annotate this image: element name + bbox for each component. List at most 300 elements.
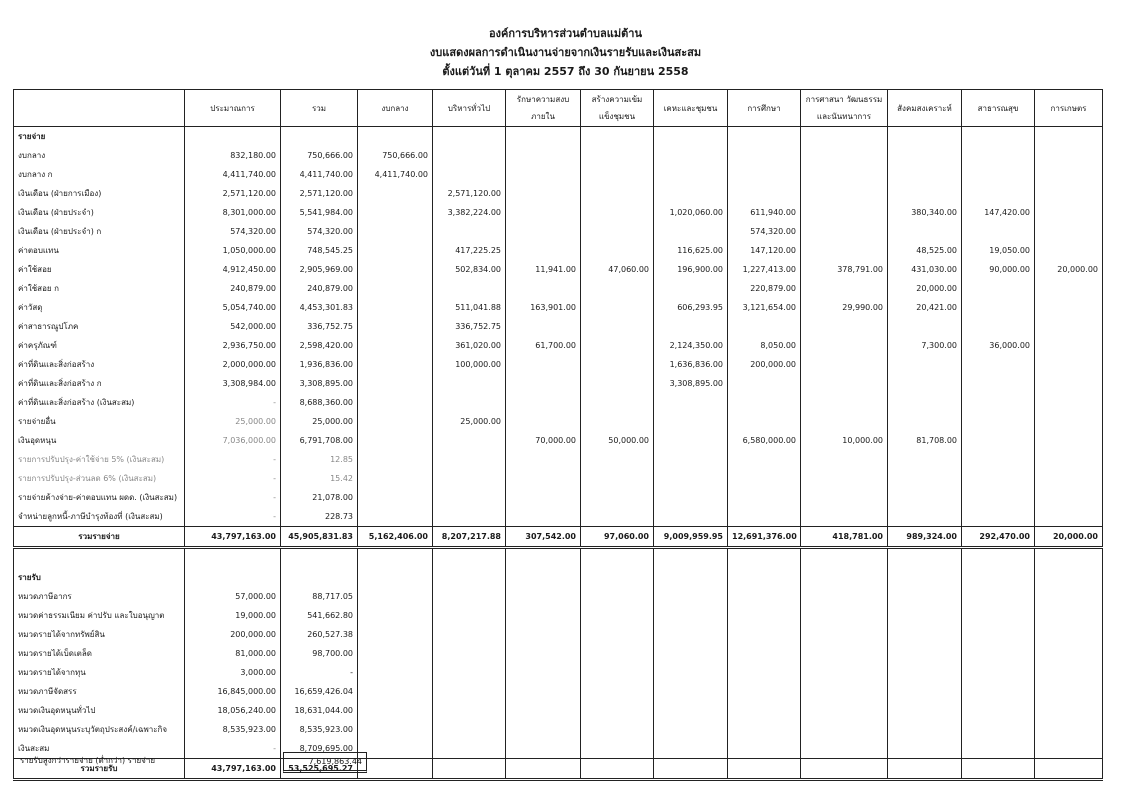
table-header-row bbox=[14, 90, 1103, 127]
table-cell: 70,000.00 bbox=[506, 431, 581, 450]
table-cell bbox=[1035, 450, 1103, 469]
row-label: งบกลาง ก bbox=[14, 165, 185, 184]
table-cell bbox=[728, 146, 801, 165]
table-cell bbox=[962, 682, 1035, 701]
row-label: ค่าสาธารณูปโภค bbox=[14, 317, 185, 336]
table-cell bbox=[433, 663, 506, 682]
table-cell: 307,542.00 bbox=[506, 527, 581, 548]
table-cell bbox=[654, 759, 728, 780]
table-cell bbox=[962, 587, 1035, 606]
table-cell: 574,320.00 bbox=[728, 222, 801, 241]
table-cell bbox=[654, 222, 728, 241]
table-cell bbox=[1035, 644, 1103, 663]
table-cell bbox=[506, 739, 581, 759]
table-cell bbox=[888, 507, 962, 527]
table-cell: 378,791.00 bbox=[801, 260, 888, 279]
table-cell: 147,120.00 bbox=[728, 241, 801, 260]
table-cell bbox=[358, 431, 433, 450]
table-cell bbox=[506, 450, 581, 469]
table-cell bbox=[801, 393, 888, 412]
table-cell bbox=[654, 682, 728, 701]
table-cell bbox=[728, 127, 801, 147]
table-cell bbox=[1035, 587, 1103, 606]
row-label: รายจ่ายค้างจ่าย-ค่าตอบแทน ผดด. (เงินสะสม) bbox=[14, 488, 185, 507]
row-label: รายจ่าย bbox=[14, 127, 185, 147]
table-cell bbox=[801, 469, 888, 488]
table-cell bbox=[654, 739, 728, 759]
table-cell: 57,000.00 bbox=[185, 587, 281, 606]
table-cell bbox=[581, 507, 654, 527]
table-cell bbox=[506, 241, 581, 260]
table-cell: 6,791,708.00 bbox=[281, 431, 358, 450]
table-row bbox=[14, 336, 1103, 355]
table-cell bbox=[581, 701, 654, 720]
table-cell bbox=[506, 412, 581, 431]
column-header: รักษาความสงบภายใน bbox=[506, 90, 581, 127]
table-cell: 511,041.88 bbox=[433, 298, 506, 317]
table-cell bbox=[888, 127, 962, 147]
table-cell bbox=[962, 412, 1035, 431]
table-cell: 36,000.00 bbox=[962, 336, 1035, 355]
table-cell bbox=[654, 127, 728, 147]
table-cell: 16,845,000.00 bbox=[185, 682, 281, 701]
table-cell: 574,320.00 bbox=[281, 222, 358, 241]
table-cell bbox=[728, 739, 801, 759]
table-cell bbox=[506, 625, 581, 644]
table-cell: - bbox=[281, 663, 358, 682]
table-cell bbox=[581, 568, 654, 587]
table-cell bbox=[506, 568, 581, 587]
table-cell: - bbox=[185, 488, 281, 507]
table-cell bbox=[962, 450, 1035, 469]
table-cell bbox=[888, 720, 962, 739]
table-cell bbox=[801, 701, 888, 720]
table-cell bbox=[506, 393, 581, 412]
table-cell bbox=[801, 644, 888, 663]
table-cell bbox=[358, 587, 433, 606]
table-row bbox=[14, 184, 1103, 203]
table-cell: 18,056,240.00 bbox=[185, 701, 281, 720]
table-cell bbox=[962, 165, 1035, 184]
table-cell bbox=[728, 469, 801, 488]
table-cell bbox=[1035, 336, 1103, 355]
table-cell bbox=[433, 469, 506, 488]
table-cell bbox=[1035, 682, 1103, 701]
table-cell: 20,000.00 bbox=[888, 279, 962, 298]
table-cell bbox=[358, 663, 433, 682]
table-cell bbox=[581, 682, 654, 701]
table-cell bbox=[281, 548, 358, 569]
table-cell bbox=[888, 568, 962, 587]
table-cell bbox=[888, 606, 962, 625]
column-header: เคหะและชุมชน bbox=[654, 90, 728, 127]
row-label: ค่าตอบแทน bbox=[14, 241, 185, 260]
table-cell bbox=[654, 663, 728, 682]
table-cell bbox=[506, 606, 581, 625]
table-cell: 748,545.25 bbox=[281, 241, 358, 260]
table-cell bbox=[581, 165, 654, 184]
table-cell bbox=[962, 507, 1035, 527]
table-cell bbox=[728, 450, 801, 469]
table-cell bbox=[358, 241, 433, 260]
table-cell bbox=[433, 625, 506, 644]
table-cell bbox=[358, 488, 433, 507]
table-cell bbox=[801, 720, 888, 739]
table-row bbox=[14, 165, 1103, 184]
table-cell bbox=[888, 450, 962, 469]
row-label: รวมรายรับ bbox=[14, 759, 185, 780]
table-cell bbox=[728, 701, 801, 720]
table-cell bbox=[581, 222, 654, 241]
table-cell bbox=[1035, 701, 1103, 720]
table-cell bbox=[581, 625, 654, 644]
table-row bbox=[14, 507, 1103, 527]
table-row bbox=[14, 279, 1103, 298]
table-cell bbox=[433, 507, 506, 527]
row-label: ค่าใช้สอย ก bbox=[14, 279, 185, 298]
table-cell: 196,900.00 bbox=[654, 260, 728, 279]
table-cell: 20,000.00 bbox=[1035, 527, 1103, 548]
table-cell bbox=[358, 644, 433, 663]
table-cell bbox=[1035, 759, 1103, 780]
table-cell: 542,000.00 bbox=[185, 317, 281, 336]
table-cell: 8,301,000.00 bbox=[185, 203, 281, 222]
table-cell: 6,580,000.00 bbox=[728, 431, 801, 450]
row-label: หมวดภาษีอากร bbox=[14, 587, 185, 606]
section-header-row bbox=[14, 568, 1103, 587]
table-cell bbox=[1035, 507, 1103, 527]
table-cell bbox=[801, 587, 888, 606]
table-cell: 1,020,060.00 bbox=[654, 203, 728, 222]
row-label: หมวดเงินอุดหนุนทั่วไป bbox=[14, 701, 185, 720]
table-cell bbox=[433, 279, 506, 298]
table-cell bbox=[1035, 548, 1103, 569]
table-row bbox=[14, 431, 1103, 450]
table-cell bbox=[654, 469, 728, 488]
table-cell bbox=[801, 663, 888, 682]
table-cell: 574,320.00 bbox=[185, 222, 281, 241]
table-cell bbox=[433, 393, 506, 412]
table-cell: 750,666.00 bbox=[281, 146, 358, 165]
row-label: หมวดเงินอุดหนุนระบุวัตถุประสงค์/เฉพาะกิจ bbox=[14, 720, 185, 739]
table-cell bbox=[654, 146, 728, 165]
table-cell bbox=[888, 701, 962, 720]
table-cell bbox=[888, 184, 962, 203]
table-cell: 200,000.00 bbox=[728, 355, 801, 374]
table-cell: 7,036,000.00 bbox=[185, 431, 281, 450]
table-cell bbox=[433, 644, 506, 663]
table-cell: - bbox=[185, 739, 281, 759]
table-cell bbox=[581, 298, 654, 317]
table-cell bbox=[728, 644, 801, 663]
table-cell bbox=[801, 317, 888, 336]
table-cell bbox=[1035, 393, 1103, 412]
table-cell: 61,700.00 bbox=[506, 336, 581, 355]
table-cell bbox=[654, 606, 728, 625]
table-cell bbox=[654, 488, 728, 507]
table-cell: 1,936,836.00 bbox=[281, 355, 358, 374]
table-cell: 16,659,426.04 bbox=[281, 682, 358, 701]
table-cell bbox=[654, 450, 728, 469]
table-cell: 21,078.00 bbox=[281, 488, 358, 507]
table-cell bbox=[654, 279, 728, 298]
table-cell bbox=[801, 606, 888, 625]
table-cell bbox=[888, 625, 962, 644]
table-cell bbox=[654, 701, 728, 720]
table-cell bbox=[506, 663, 581, 682]
table-cell bbox=[506, 682, 581, 701]
table-cell bbox=[506, 507, 581, 527]
table-row bbox=[14, 374, 1103, 393]
table-cell bbox=[581, 469, 654, 488]
table-cell bbox=[433, 682, 506, 701]
surplus-label: รายรับสูงกว่ารายจ่าย (ต่ำกว่า) รายจ่าย bbox=[20, 756, 155, 765]
table-cell bbox=[1035, 431, 1103, 450]
table-cell bbox=[962, 606, 1035, 625]
table-cell bbox=[728, 759, 801, 780]
table-cell bbox=[801, 222, 888, 241]
column-header: การศึกษา bbox=[728, 90, 801, 127]
column-header: งบกลาง bbox=[358, 90, 433, 127]
table-cell bbox=[506, 469, 581, 488]
table-cell bbox=[506, 587, 581, 606]
table-cell: 240,879.00 bbox=[281, 279, 358, 298]
table-cell bbox=[962, 127, 1035, 147]
table-row bbox=[14, 260, 1103, 279]
table-cell bbox=[801, 450, 888, 469]
table-cell bbox=[506, 279, 581, 298]
table-row bbox=[14, 146, 1103, 165]
table-cell bbox=[433, 374, 506, 393]
table-cell bbox=[358, 127, 433, 147]
table-cell bbox=[433, 146, 506, 165]
table-cell: 8,688,360.00 bbox=[281, 393, 358, 412]
row-label bbox=[14, 548, 185, 569]
table-cell bbox=[888, 682, 962, 701]
table-cell: 4,411,740.00 bbox=[358, 165, 433, 184]
table-cell bbox=[358, 701, 433, 720]
table-cell bbox=[728, 488, 801, 507]
table-cell bbox=[728, 317, 801, 336]
table-cell bbox=[962, 568, 1035, 587]
table-cell: 12.85 bbox=[281, 450, 358, 469]
table-cell bbox=[358, 625, 433, 644]
table-cell bbox=[433, 548, 506, 569]
surplus-value: 7,619,863.44 bbox=[283, 752, 367, 773]
table-cell bbox=[358, 336, 433, 355]
table-cell: 5,162,406.00 bbox=[358, 527, 433, 548]
table-cell bbox=[581, 184, 654, 203]
table-cell: 3,308,984.00 bbox=[185, 374, 281, 393]
table-row bbox=[14, 701, 1103, 720]
row-label: หมวดค่าธรรมเนียม ค่าปรับ และใบอนุญาต bbox=[14, 606, 185, 625]
table-row bbox=[14, 606, 1103, 625]
table-row bbox=[14, 644, 1103, 663]
table-cell bbox=[358, 548, 433, 569]
table-cell bbox=[801, 203, 888, 222]
table-cell bbox=[888, 548, 962, 569]
table-cell bbox=[654, 587, 728, 606]
table-cell bbox=[358, 682, 433, 701]
table-cell: - bbox=[185, 469, 281, 488]
table-cell bbox=[581, 548, 654, 569]
table-cell: 25,000.00 bbox=[281, 412, 358, 431]
table-cell: 4,453,301.83 bbox=[281, 298, 358, 317]
table-cell: 43,797,163.00 bbox=[185, 759, 281, 780]
table-cell: 2,000,000.00 bbox=[185, 355, 281, 374]
section-header-row bbox=[14, 127, 1103, 147]
table-cell bbox=[581, 279, 654, 298]
table-cell bbox=[506, 548, 581, 569]
table-cell bbox=[1035, 355, 1103, 374]
table-cell bbox=[185, 127, 281, 147]
table-cell: 90,000.00 bbox=[962, 260, 1035, 279]
table-cell bbox=[801, 127, 888, 147]
table-cell bbox=[888, 165, 962, 184]
table-cell bbox=[358, 759, 433, 780]
table-cell bbox=[801, 279, 888, 298]
row-label: หมวดรายได้จากทรัพย์สิน bbox=[14, 625, 185, 644]
table-cell bbox=[888, 222, 962, 241]
table-cell: 53,525,695.27 bbox=[281, 759, 358, 780]
table-cell bbox=[581, 374, 654, 393]
table-cell bbox=[433, 739, 506, 759]
table-cell bbox=[506, 759, 581, 780]
table-cell bbox=[433, 165, 506, 184]
table-cell: 606,293.95 bbox=[654, 298, 728, 317]
table-row bbox=[14, 469, 1103, 488]
table-cell bbox=[962, 625, 1035, 644]
table-cell bbox=[654, 507, 728, 527]
table-cell bbox=[581, 587, 654, 606]
table-cell bbox=[358, 203, 433, 222]
table-cell bbox=[581, 606, 654, 625]
table-cell bbox=[358, 355, 433, 374]
table-cell bbox=[358, 260, 433, 279]
table-cell bbox=[888, 663, 962, 682]
table-cell bbox=[654, 393, 728, 412]
table-cell bbox=[185, 568, 281, 587]
table-cell bbox=[1035, 469, 1103, 488]
table-cell bbox=[801, 682, 888, 701]
table-cell: 336,752.75 bbox=[281, 317, 358, 336]
table-cell: 88,717.05 bbox=[281, 587, 358, 606]
table-cell bbox=[962, 279, 1035, 298]
table-cell bbox=[433, 759, 506, 780]
table-cell bbox=[358, 279, 433, 298]
table-cell bbox=[888, 393, 962, 412]
table-cell bbox=[888, 739, 962, 759]
table-cell bbox=[962, 759, 1035, 780]
table-cell: 19,000.00 bbox=[185, 606, 281, 625]
table-cell: 611,940.00 bbox=[728, 203, 801, 222]
table-cell: 3,308,895.00 bbox=[654, 374, 728, 393]
table-cell bbox=[888, 317, 962, 336]
table-cell bbox=[962, 431, 1035, 450]
table-cell bbox=[801, 241, 888, 260]
table-cell bbox=[506, 374, 581, 393]
table-cell: 7,300.00 bbox=[888, 336, 962, 355]
table-cell: 25,000.00 bbox=[185, 412, 281, 431]
row-label: เงินอุดหนุน bbox=[14, 431, 185, 450]
table-cell bbox=[358, 184, 433, 203]
table-cell bbox=[888, 146, 962, 165]
table-cell bbox=[506, 644, 581, 663]
table-row bbox=[14, 587, 1103, 606]
table-cell bbox=[358, 450, 433, 469]
table-cell bbox=[728, 682, 801, 701]
table-cell: 4,411,740.00 bbox=[185, 165, 281, 184]
table-cell: 8,207,217.88 bbox=[433, 527, 506, 548]
table-cell bbox=[654, 625, 728, 644]
table-cell: 43,797,163.00 bbox=[185, 527, 281, 548]
table-cell: 97,060.00 bbox=[581, 527, 654, 548]
row-label: จำหน่ายลูกหนี้-ภาษีบำรุงท้องที่ (เงินสะสม) bbox=[14, 507, 185, 527]
table-cell: 260,527.38 bbox=[281, 625, 358, 644]
table-cell: 2,598,420.00 bbox=[281, 336, 358, 355]
table-cell bbox=[728, 720, 801, 739]
table-cell: 18,631,044.00 bbox=[281, 701, 358, 720]
table-cell bbox=[654, 431, 728, 450]
table-cell bbox=[962, 146, 1035, 165]
table-cell: 3,121,654.00 bbox=[728, 298, 801, 317]
row-label: ค่าที่ดินและสิ่งก่อสร้าง ก bbox=[14, 374, 185, 393]
table-cell bbox=[581, 412, 654, 431]
table-cell: 2,936,750.00 bbox=[185, 336, 281, 355]
table-cell: 832,180.00 bbox=[185, 146, 281, 165]
table-cell bbox=[801, 374, 888, 393]
table-cell: 228.73 bbox=[281, 507, 358, 527]
table-cell: 1,227,413.00 bbox=[728, 260, 801, 279]
table-cell: 9,009,959.95 bbox=[654, 527, 728, 548]
table-cell bbox=[801, 165, 888, 184]
table-cell: 2,571,120.00 bbox=[433, 184, 506, 203]
table-cell: 240,879.00 bbox=[185, 279, 281, 298]
table-cell bbox=[1035, 279, 1103, 298]
table-cell bbox=[1035, 720, 1103, 739]
table-cell bbox=[506, 488, 581, 507]
table-cell bbox=[358, 393, 433, 412]
table-cell bbox=[506, 203, 581, 222]
table-cell bbox=[728, 507, 801, 527]
table-cell bbox=[433, 606, 506, 625]
table-cell bbox=[728, 606, 801, 625]
table-cell bbox=[581, 317, 654, 336]
table-cell: 116,625.00 bbox=[654, 241, 728, 260]
spacer-row bbox=[14, 548, 1103, 569]
table-cell bbox=[1035, 241, 1103, 260]
table-cell bbox=[358, 374, 433, 393]
table-cell bbox=[962, 222, 1035, 241]
table-cell bbox=[433, 127, 506, 147]
table-cell bbox=[962, 469, 1035, 488]
table-cell bbox=[728, 184, 801, 203]
table-cell bbox=[801, 625, 888, 644]
table-cell bbox=[728, 568, 801, 587]
table-cell: 1,050,000.00 bbox=[185, 241, 281, 260]
table-cell: 418,781.00 bbox=[801, 527, 888, 548]
column-header: ประมาณการ bbox=[185, 90, 281, 127]
table-row bbox=[14, 298, 1103, 317]
table-cell: 12,691,376.00 bbox=[728, 527, 801, 548]
table-cell: 81,708.00 bbox=[888, 431, 962, 450]
table-cell bbox=[581, 393, 654, 412]
expense-total-row bbox=[14, 527, 1103, 548]
table-cell bbox=[801, 739, 888, 759]
table-cell bbox=[358, 568, 433, 587]
table-cell bbox=[962, 488, 1035, 507]
table-cell bbox=[581, 663, 654, 682]
